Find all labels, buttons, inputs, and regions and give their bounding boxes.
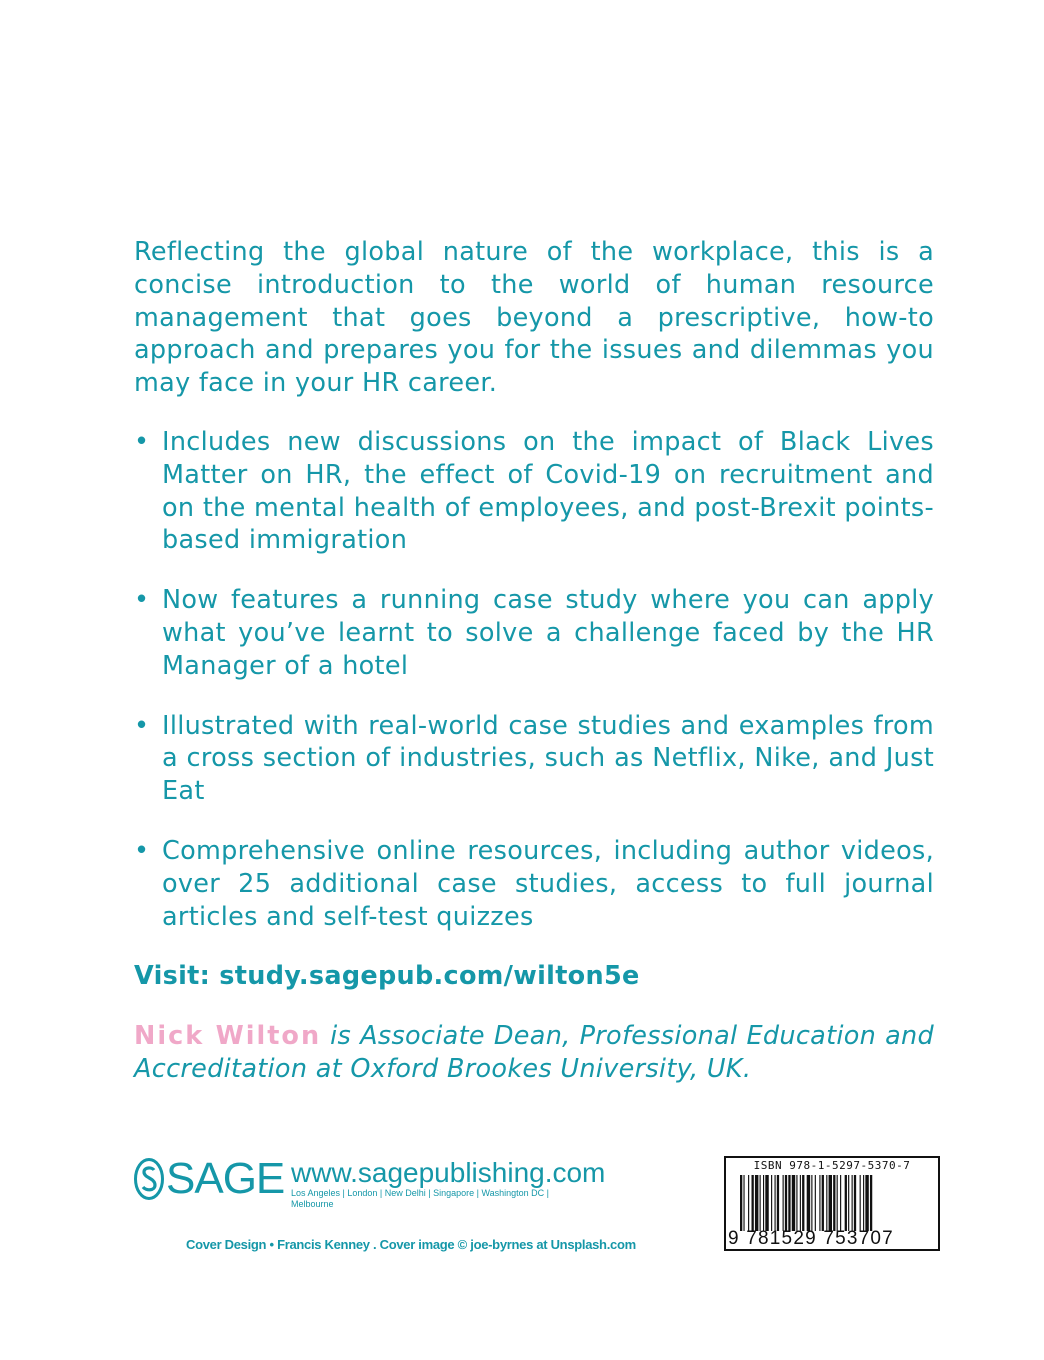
- list-item-text: Illustrated with real-world case studies and examples from a cross section of industries, such as Netflix, Nike, and Just Eat: [162, 710, 934, 807]
- barcode-bar: [771, 1175, 772, 1231]
- back-cover-blurb: [134, 236, 934, 1086]
- barcode-bar: [792, 1175, 795, 1231]
- barcode-bar: [788, 1175, 790, 1231]
- barcode-bar: [763, 1175, 764, 1231]
- isbn-barcode: [724, 1156, 940, 1251]
- barcode-bar: [807, 1175, 810, 1231]
- barcode-bar: [755, 1175, 758, 1231]
- barcode-bar: [785, 1175, 787, 1231]
- barcode-bar: [815, 1175, 816, 1231]
- list-item-text: Comprehensive online resources, including author videos, over 25 additional case studies, access to full journal articles and self-test quizzes: [162, 835, 934, 932]
- list-item-text: Now features a running case study where you can apply what you’ve learnt to solve a challenge faced by the HR Manager of a hotel: [162, 585, 934, 681]
- list-item-text: Includes new discussions on the impact of Black Lives Matter on HR, the effect of Covid-19 on recruitment and on the mental health of employees, and post-Brexit points-based immigration: [162, 426, 934, 556]
- barcode-bar: [863, 1175, 864, 1231]
- bullet-icon: •: [134, 835, 150, 866]
- barcode-bar: [743, 1175, 744, 1231]
- barcode-bar: [775, 1175, 776, 1231]
- barcode-bar: [802, 1175, 804, 1231]
- barcode-bar: [800, 1175, 801, 1231]
- cover-credits: Cover Design • Francis Kenney . Cover image © joe-byrnes at Unsplash.com: [186, 1237, 636, 1252]
- sage-logo-icon: [134, 1158, 164, 1200]
- barcode-bar: [796, 1175, 797, 1231]
- intro-paragraph: Reflecting the global nature of the workplace, this is a concise introduction to the world of human resource management that goes beyond a prescriptive, how-to approach and prepares you for the issues and dilemmas you may face in your HR career.: [134, 237, 934, 399]
- barcode-bar: [740, 1175, 742, 1231]
- barcode-bar: [777, 1175, 779, 1231]
- list-item: [134, 835, 934, 933]
- barcode-bar: [822, 1175, 824, 1231]
- bullet-icon: •: [134, 710, 150, 741]
- barcode-bar: [819, 1175, 820, 1231]
- barcode-bar: [811, 1175, 812, 1231]
- publisher-url[interactable]: www.sagepublishing.com: [291, 1157, 606, 1188]
- companion-website-link[interactable]: Visit: study.sagepub.com/wilton5e: [134, 961, 640, 992]
- barcode-bar: [870, 1175, 872, 1231]
- barcode-bar: [837, 1175, 838, 1231]
- list-item: [134, 426, 934, 557]
- bullet-icon: •: [134, 585, 150, 616]
- barcode-bar: [833, 1175, 835, 1231]
- barcode-bar: [848, 1175, 849, 1231]
- barcode-icon: [740, 1175, 928, 1231]
- barcode-bar: [840, 1175, 841, 1231]
- barcode-bar: [860, 1175, 861, 1231]
- barcode-bar: [852, 1175, 853, 1231]
- barcode-bar: [829, 1175, 832, 1231]
- publisher-logo: [134, 1154, 606, 1209]
- author-bio-text: is Associate Dean, Professional Education and Accreditation at Oxford Brookes University, UK.: [134, 1021, 934, 1084]
- barcode-bar: [845, 1175, 847, 1231]
- barcode-bar: [760, 1175, 761, 1231]
- barcode-bar: [854, 1175, 856, 1231]
- barcode-bar: [748, 1175, 749, 1231]
- barcode-bar: [783, 1175, 784, 1231]
- barcode-bar: [765, 1175, 768, 1231]
- sage-wordmark: SAGE: [166, 1154, 285, 1203]
- bullet-icon: •: [134, 426, 150, 457]
- list-item: [134, 584, 934, 682]
- feature-list: [134, 426, 934, 933]
- author-name: Nick Wilton: [134, 1021, 322, 1052]
- barcode-bar: [826, 1175, 827, 1231]
- isbn-label: ISBN 978-1-5297-5370-7: [753, 1159, 911, 1172]
- author-bio: [134, 1020, 934, 1086]
- barcode-bar: [752, 1175, 754, 1231]
- barcode-bar: [865, 1175, 868, 1231]
- list-item: [134, 710, 934, 808]
- publisher-cities: Los Angeles | London | New Delhi | Singapore | Washington DC | Melbourne: [291, 1188, 550, 1209]
- barcode-digits: 9 781529 753707: [728, 1228, 894, 1249]
